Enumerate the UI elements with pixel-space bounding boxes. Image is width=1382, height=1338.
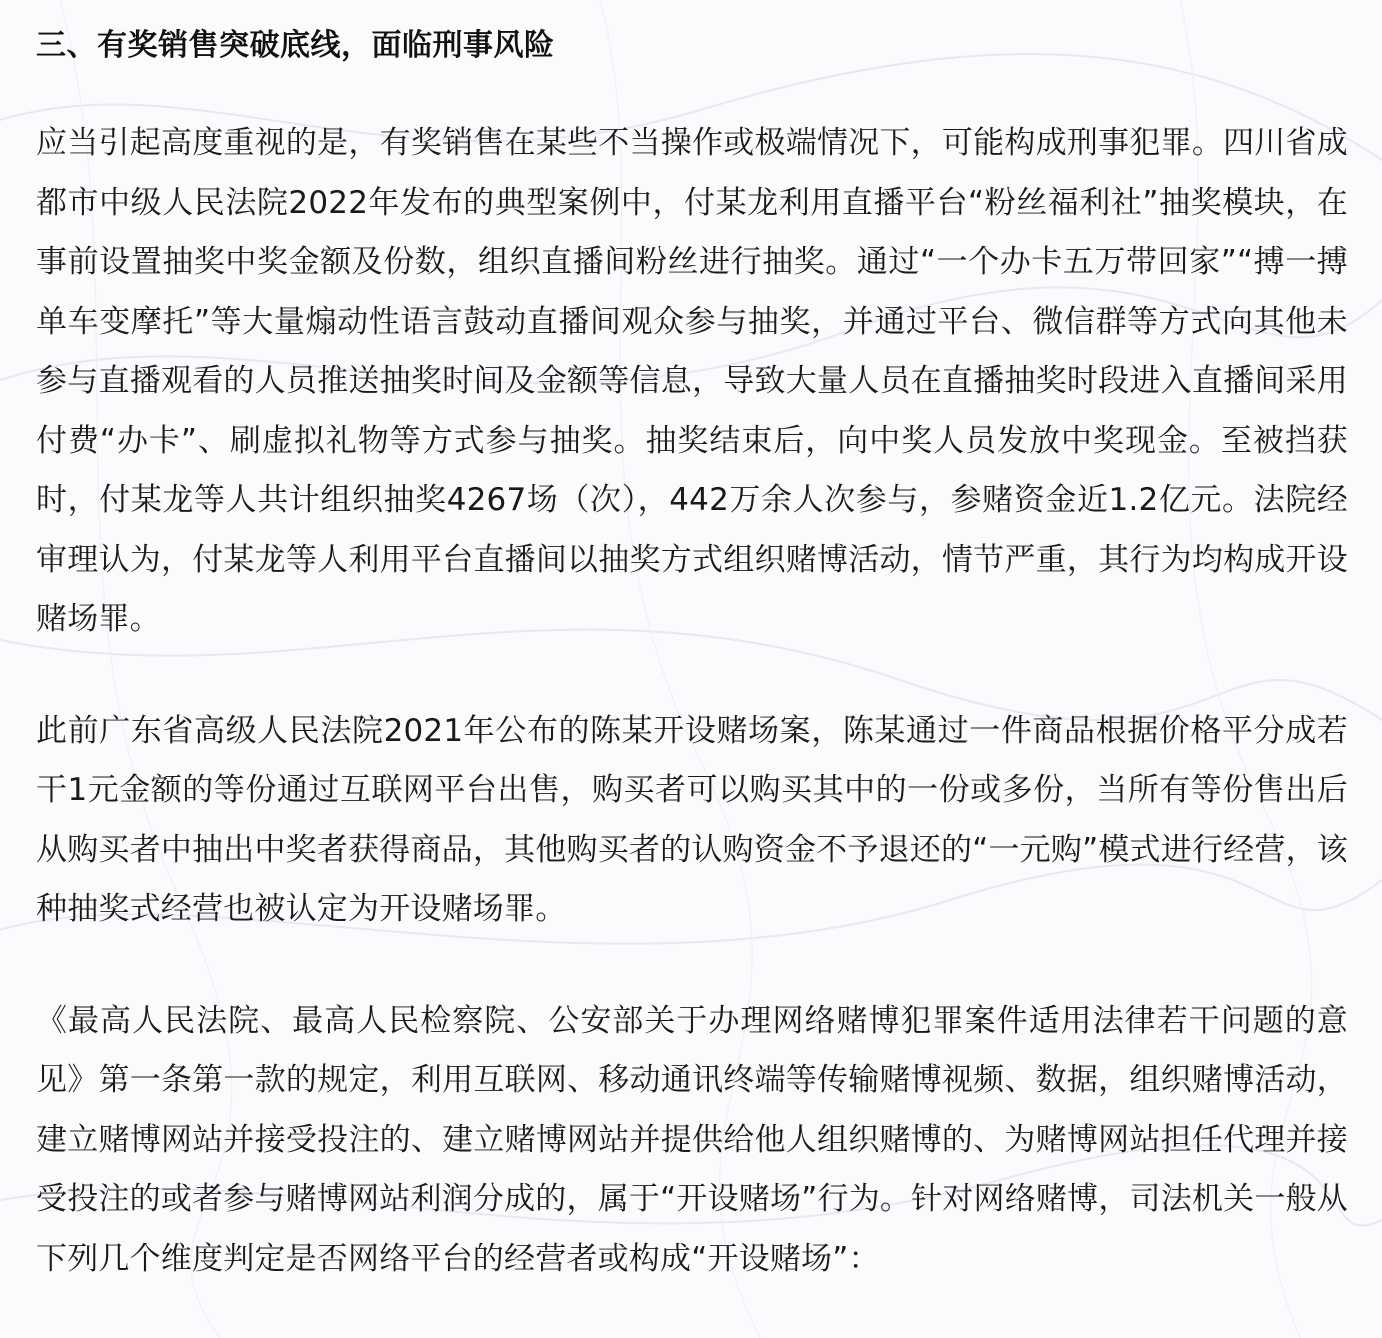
section-heading: 三、有奖销售突破底线，面临刑事风险 <box>36 28 555 63</box>
paragraph-2: 此前广东省高级人民法院2021年公布的陈某开设赌场案，陈某通过一件商品根据价格平分成若干1元金额的等份通过互联网平台出售，购买者可以购买其中的一份或多份，当所有等份售出后从购买者中抽出中奖者获得商品，其他购买者的认购资金不予退还的“一元购”模式进行经营，该种抽奖式经营也被认定为开设赌场罪。 <box>36 712 1348 927</box>
paragraph-1: 应当引起高度重视的是，有奖销售在某些不当操作或极端情况下，可能构成刑事犯罪。四川省成都市中级人民法院2022年发布的典型案例中，付某龙利用直播平台“粉丝福利社”抽奖模块，在事前设置抽奖中奖金额及份数，组织直播间粉丝进行抽奖。通过“一个办卡五万带回家”“搏一搏单车变摩托”等大量煽动性语言鼓动直播间观众参与抽奖，并通过平台、微信群等方式向其他未参与直播观看的人员推送抽奖时间及金额等信息，导致大量人员在直播抽奖时段进入直播间采用付费“办卡”、刷虚拟礼物等方式参与抽奖。抽奖结束后，向中奖人员发放中奖现金。至被挡获时，付某龙等人共计组织抽奖4267场（次），442万余人次参与，参赌资金近1.2亿元。法院经审理认为，付某龙等人利用平台直播间以抽奖方式组织赌博活动，情节严重，其行为均构成开设赌场罪。 <box>36 125 1348 637</box>
paragraph-3: 《最高人民法院、最高人民检察院、公安部关于办理网络赌博犯罪案件适用法律若干问题的意见》第一条第一款的规定，利用互联网、移动通讯终端等传输赌博视频、数据，组织赌博活动，建立赌博网站并接受投注的、建立赌博网站并提供给他人组织赌博的、为赌博网站担任代理并接受投注的或者参与赌博网站利润分成的，属于“开设赌场”行为。针对网络赌博，司法机关一般从下列几个维度判定是否网络平台的经营者或构成“开设赌场”： <box>36 1002 1348 1277</box>
